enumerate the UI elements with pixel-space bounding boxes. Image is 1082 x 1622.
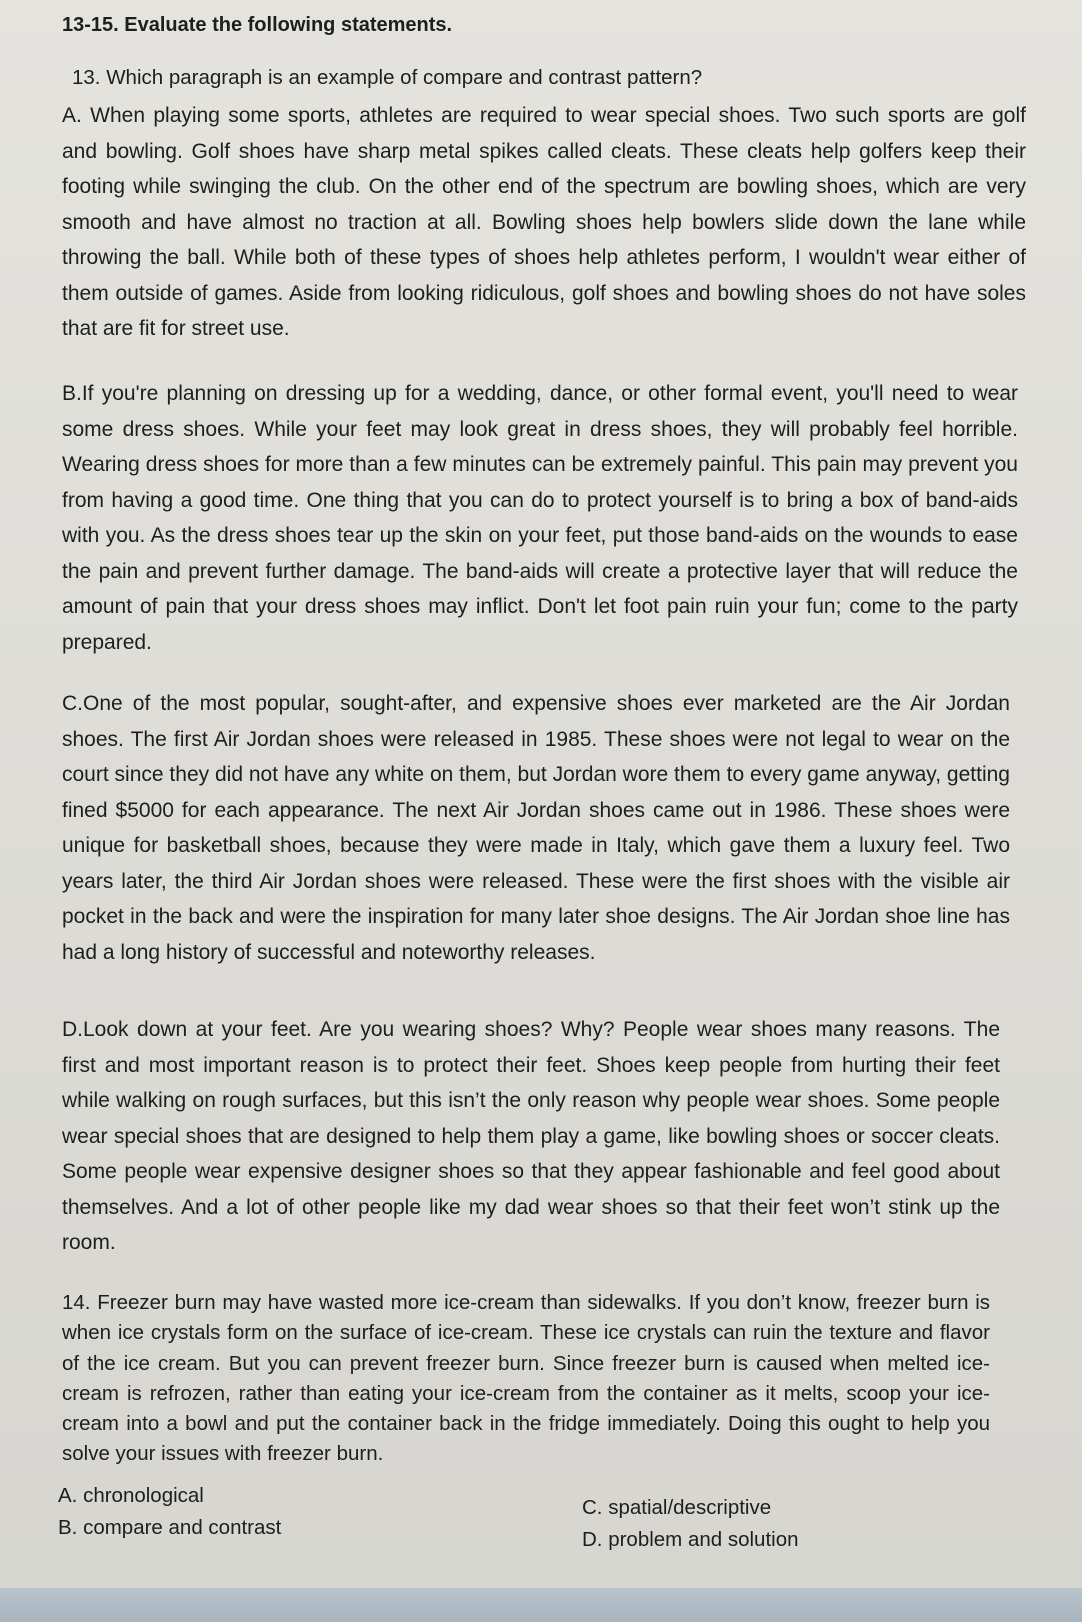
paragraph-option-b: B.If you're planning on dressing up for a wedding, dance, or other formal event, you'll need to wear some dress shoes. While your feet may look great in dress shoes, they will probably feel horrible. Wearing dress shoes for more than a few minutes can be extremely painful. This pain may prevent you from having a good time. One thing that you can do to protect yourself is to bring a box of band-aids with you. As the dress shoes tear up the skin on your feet, put those band-aids on the wounds to ease the pain and prevent further damage. The band-aids will create a protective layer that will reduce the amount of pain that your dress shoes may inflict. Don't let foot pain ruin your fun; come to the party prepared.: [62, 382, 1018, 654]
paragraph-option-d: D.Look down at your feet. Are you wearing shoes? Why? People wear shoes many reasons. The first and most important reason is to protect their feet. Shoes keep people from hurting their feet while walking on rough surfaces, but this isn’t the only reason why people wear shoes. Some people wear special shoes that are designed to help them play a game, like bowling shoes or soccer cleats. Some people wear expensive designer shoes so that they appear fashionable and feel good about themselves. And a lot of other people like my dad wear shoes so that their feet won’t stink up the room.: [62, 1018, 1000, 1254]
desk-surface: [0, 1588, 1082, 1622]
answer-choice-a[interactable]: A. chronological: [58, 1484, 204, 1507]
question-14-text: 14. Freezer burn may have wasted more ice-cream than sidewalks. If you don’t know, freezer burn is when ice crystals form on the surface of ice-cream. These ice crystals can ruin the texture and flavor of the ice cream. But you can prevent freezer burn. Since freezer burn is caused when melted ice-cream is refrozen, rather than eating your ice-cream from the container as it melts, scoop your ice-cream into a bowl and put the container back in the fridge immediately. Doing this ought to help you solve your issues with freezer burn.: [62, 1291, 990, 1466]
answer-choice-d[interactable]: D. problem and solution: [582, 1528, 799, 1551]
answer-choice-c[interactable]: C. spatial/descriptive: [582, 1496, 772, 1519]
question-13-prompt: 13. Which paragraph is an example of compare and contrast pattern?: [72, 66, 703, 89]
paragraph-option-c: C.One of the most popular, sought-after, and expensive shoes ever marketed are the Air Jordan shoes. The first Air Jordan shoes were released in 1985. These shoes were not legal to wear on the court since they did not have any white on them, but Jordan wore them to every game anyway, getting fined $5000 for each appearance. The next Air Jordan shoes came out in 1986. These shoes were unique for basketball shoes, because they were made in Italy, which gave them a luxury feel. Two years later, the third Air Jordan shoes were released. These were the first shoes with the visible air pocket in the back and were the inspiration for many later shoe designs. The Air Jordan shoe line has had a long history of successful and noteworthy releases.: [62, 692, 1010, 964]
answer-choice-b[interactable]: B. compare and contrast: [58, 1516, 282, 1539]
worksheet-heading: 13-15. Evaluate the following statements.: [62, 14, 453, 36]
paragraph-option-a: A. When playing some sports, athletes are required to wear special shoes. Two such sports are golf and bowling. Golf shoes have sharp metal spikes called cleats. These cleats help golfers keep their footing while swinging the club. On the other end of the spectrum are bowling shoes, which are very smooth and have almost no traction at all. Bowling shoes help bowlers slide down the lane while throwing the ball. While both of these types of shoes help athletes perform, I wouldn't wear either of them outside of games. Aside from looking ridiculous, golf shoes and bowling shoes do not have soles that are fit for street use.: [62, 104, 1026, 340]
